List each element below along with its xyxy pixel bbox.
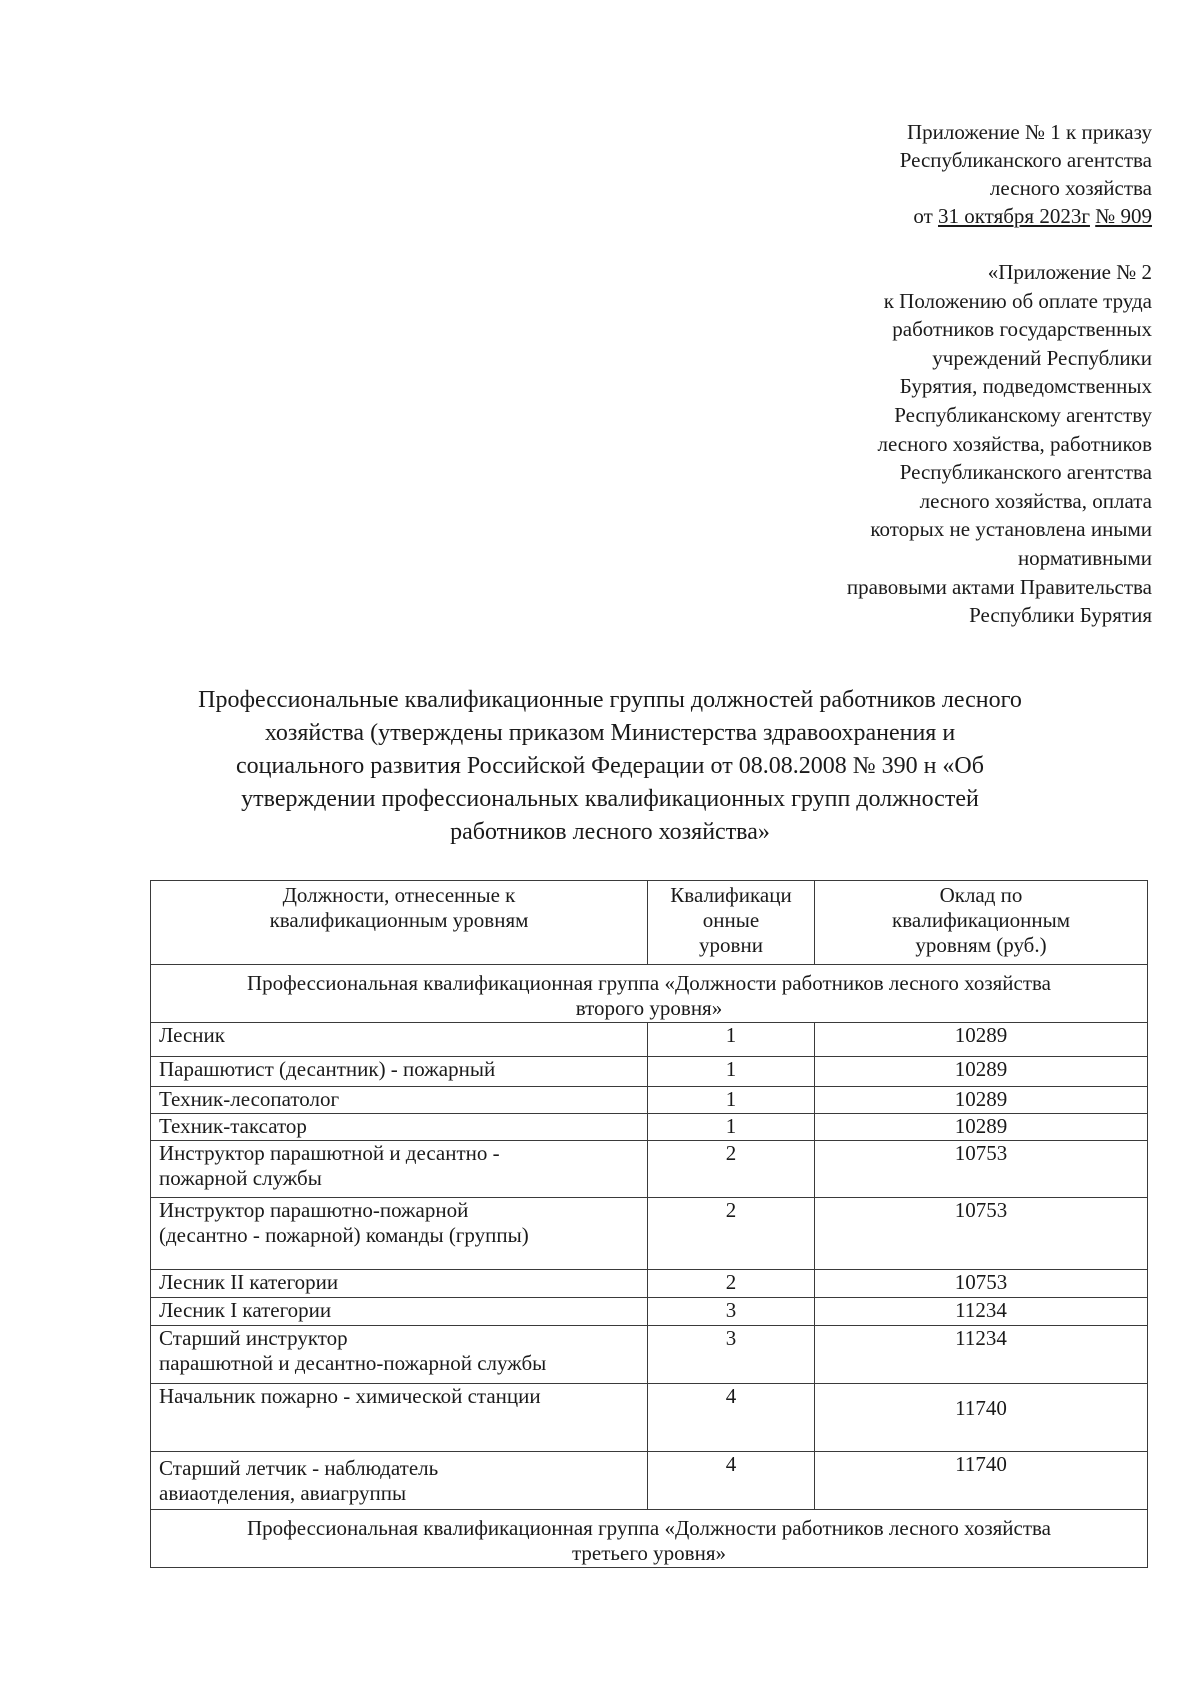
cell-salary: 11234: [815, 1298, 1148, 1326]
cell-level: 1: [648, 1114, 815, 1141]
annex2-line: Бурятия, подведомственных: [899, 374, 1152, 399]
annex2-line: которых не установлена иными: [870, 517, 1152, 542]
cell-salary: 10289: [815, 1023, 1148, 1057]
group-row: [151, 965, 1148, 1023]
cell-level: 2: [648, 1198, 815, 1270]
header-level: Квалификаци онные уровни: [648, 881, 815, 965]
cell-level: 1: [648, 1087, 815, 1114]
annex2-line: лесного хозяйства, оплата: [919, 488, 1152, 513]
cell-position: Лесник II категории: [151, 1270, 648, 1298]
annex-line: лесного хозяйства: [989, 176, 1152, 200]
annex2-line: Республиканскому агентству: [894, 402, 1152, 427]
title-line: утверждении профессиональных квалификационных групп должностей: [241, 786, 979, 812]
cell-position: Старший летчик - наблюдатель авиаотделения, авиагруппы: [151, 1452, 648, 1510]
annex2-line: «Приложение № 2: [987, 260, 1152, 284]
annex-header: [632, 118, 1152, 230]
cell-position: Начальник пожарно - химической станции: [151, 1384, 648, 1452]
cell-position: Инструктор парашютной и десантно - пожарной службы: [151, 1141, 648, 1198]
cell-level: 4: [648, 1452, 815, 1510]
annex2-line: лесного хозяйства, работников: [877, 431, 1152, 456]
annex-line: Республиканского агентства: [899, 148, 1152, 172]
cell-level: 3: [648, 1298, 815, 1326]
cell-position: Парашютист (десантник) - пожарный: [151, 1057, 648, 1087]
cell-level: 2: [648, 1270, 815, 1298]
annex-line: Приложение № 1 к приказу: [907, 120, 1152, 144]
document-title: [150, 684, 1070, 849]
cell-level: 1: [648, 1023, 815, 1057]
annex2-line: к Положению об оплате труда: [883, 288, 1152, 313]
cell-level: 3: [648, 1326, 815, 1384]
table-row: [151, 1087, 1148, 1114]
annex2-line: работников государственных: [892, 317, 1152, 342]
cell-position: Инструктор парашютно-пожарной (десантно - пожарной) команды (группы): [151, 1198, 648, 1270]
annex2-line: нормативными: [1017, 545, 1152, 570]
header-salary: Оклад по квалификационным уровням (руб.): [815, 881, 1148, 965]
cell-salary: 10753: [815, 1270, 1148, 1298]
cell-position: Старший инструктор парашютной и десантно-пожарной службы: [151, 1326, 648, 1384]
group-row: [151, 1510, 1148, 1568]
title-line: социального развития Российской Федерации от 08.08.2008 № 390 н «Об: [236, 753, 984, 779]
annex-number: № 909: [1095, 204, 1152, 228]
cell-salary: 10753: [815, 1141, 1148, 1198]
title-line: хозяйства (утверждены приказом Министерства здравоохранения и: [264, 720, 956, 746]
table-row: [151, 1298, 1148, 1326]
group-label: Профессиональная квалификационная группа «Должности работников лесного хозяйства третьего уровня»: [151, 1510, 1148, 1568]
cell-salary: 10753: [815, 1198, 1148, 1270]
cell-salary: 10289: [815, 1057, 1148, 1087]
table-row: [151, 1023, 1148, 1057]
cell-salary: 11740: [815, 1452, 1148, 1510]
table-row: [151, 1384, 1148, 1452]
annex-date: 31 октября 2023г: [938, 204, 1090, 228]
cell-level: 2: [648, 1141, 815, 1198]
annex2-line: Республиканского агентства: [899, 460, 1152, 485]
cell-level: 4: [648, 1384, 815, 1452]
cell-level: 1: [648, 1057, 815, 1087]
title-line: Профессиональные квалификационные группы должностей работников лесного: [198, 687, 1022, 713]
salary-table: [150, 880, 1148, 1568]
cell-position: Лесник: [151, 1023, 648, 1057]
group-label: Профессиональная квалификационная группа «Должности работников лесного хозяйства второго уровня»: [151, 965, 1148, 1023]
table-row: [151, 1114, 1148, 1141]
cell-position: Техник-таксатор: [151, 1114, 648, 1141]
table-row: [151, 1270, 1148, 1298]
cell-salary: 10289: [815, 1114, 1148, 1141]
annex2-line: Республики Бурятия: [969, 603, 1152, 628]
cell-salary: 10289: [815, 1087, 1148, 1114]
cell-salary: 11740: [815, 1384, 1148, 1452]
cell-position: Техник-лесопатолог: [151, 1087, 648, 1114]
title-line: работников лесного хозяйства»: [450, 819, 770, 845]
annex2-line: учреждений Республики: [932, 345, 1152, 370]
annex-date-line: [632, 202, 1152, 230]
table-row: [151, 1452, 1148, 1510]
annex2-header: [632, 258, 1152, 630]
header-position: Должности, отнесенные к квалификационным уровням: [151, 881, 648, 965]
annex-date-prefix: от: [913, 204, 938, 228]
table-row: [151, 1198, 1148, 1270]
cell-position: Лесник I категории: [151, 1298, 648, 1326]
table-row: [151, 1326, 1148, 1384]
table-row: [151, 1141, 1148, 1198]
cell-salary: 11234: [815, 1326, 1148, 1384]
annex2-line: правовыми актами Правительства: [846, 574, 1152, 599]
table-header-row: [151, 881, 1148, 965]
table-row: [151, 1057, 1148, 1087]
